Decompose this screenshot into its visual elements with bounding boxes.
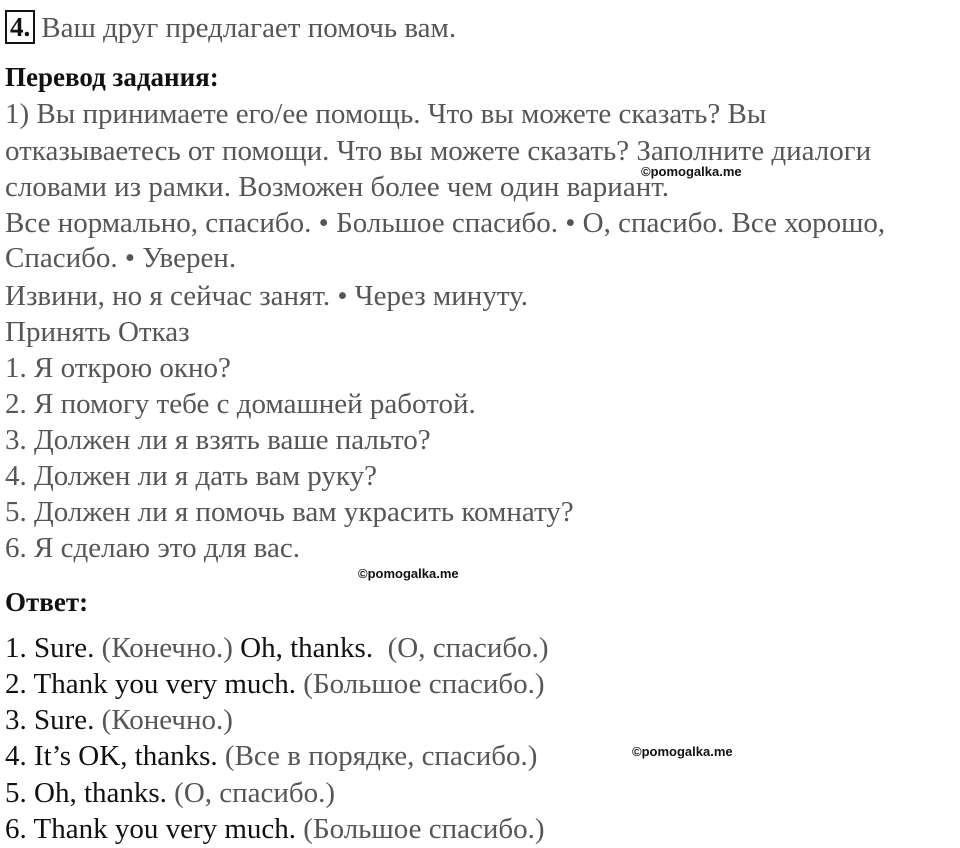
- answer-text-en: Oh, thanks.: [34, 777, 167, 809]
- answer-item-number: 6.: [5, 813, 27, 845]
- answer-text-ru: (Большое спасибо.): [296, 813, 545, 845]
- answer-item-number: 4.: [5, 740, 27, 772]
- answer-item: [5, 631, 549, 665]
- translation-line: 3. Должен ли я взять ваше пальто?: [5, 424, 431, 456]
- answer-item: [5, 739, 537, 773]
- watermark: ©pomogalka.me: [358, 566, 459, 581]
- answer-text-ru: (О, спасибо.): [373, 632, 549, 664]
- answer-item: [5, 812, 545, 846]
- watermark: ©pomogalka.me: [632, 744, 733, 759]
- clipped-previous-line: [0, 0, 960, 3]
- task-number-box: 4.: [5, 10, 35, 44]
- answer-text-ru: (Большое спасибо.): [296, 668, 545, 700]
- answer-item-number: 2.: [5, 668, 27, 700]
- translation-line: 6. Я сделаю это для вас.: [5, 532, 300, 564]
- translation-line: Принять Отказ: [5, 316, 190, 348]
- translation-line: Извини, но я сейчас занят. • Через минуту.: [5, 280, 528, 312]
- translation-line: отказываетесь от помощи. Что вы можете сказать? Заполните диалоги: [5, 135, 872, 167]
- answer-item-number: 3.: [5, 704, 27, 736]
- answer-text-en: Thank you very much.: [33, 668, 297, 700]
- answer-item-number: 1.: [5, 632, 27, 664]
- watermark: ©pomogalka.me: [641, 164, 742, 179]
- task-title: Ваш друг предлагает помочь вам.: [41, 12, 457, 44]
- answer-item: [5, 776, 335, 810]
- answer-item: [5, 667, 545, 701]
- translation-line: 1. Я открою окно?: [5, 352, 231, 384]
- answer-text-en: Sure.: [34, 704, 95, 736]
- translation-line: Все нормально, спасибо. • Большое спасибо. • О, спасибо. Все хорошо,: [5, 207, 886, 239]
- answer-text-ru: (О, спасибо.): [166, 777, 336, 809]
- translation-heading: Перевод задания:: [5, 62, 219, 92]
- answer-text-en: Sure.: [34, 632, 95, 664]
- answer-text-en: Thank you very much.: [33, 813, 297, 845]
- task-header: [5, 10, 456, 45]
- translation-line: Спасибо. • Уверен.: [5, 242, 237, 274]
- answer-text-en: It’s OK, thanks.: [34, 740, 218, 772]
- answer-item: [5, 703, 233, 737]
- answer-text-ru: (Все в порядке, спасибо.): [217, 740, 538, 772]
- answer-item-number: 5.: [5, 777, 27, 809]
- answer-text-ru: (Конечно.): [94, 632, 241, 664]
- answer-text-en: Oh, thanks.: [240, 632, 374, 664]
- translation-line: 1) Вы принимаете его/ее помощь. Что вы можете сказать? Вы: [5, 98, 767, 130]
- translation-line: 5. Должен ли я помочь вам украсить комнату?: [5, 496, 574, 528]
- answer-text-ru: (Конечно.): [94, 704, 233, 736]
- answer-heading: Ответ:: [5, 587, 89, 617]
- translation-line: словами из рамки. Возможен более чем один вариант.: [5, 171, 669, 203]
- translation-line: 4. Должен ли я дать вам руку?: [5, 460, 377, 492]
- translation-line: 2. Я помогу тебе с домашней работой.: [5, 388, 476, 420]
